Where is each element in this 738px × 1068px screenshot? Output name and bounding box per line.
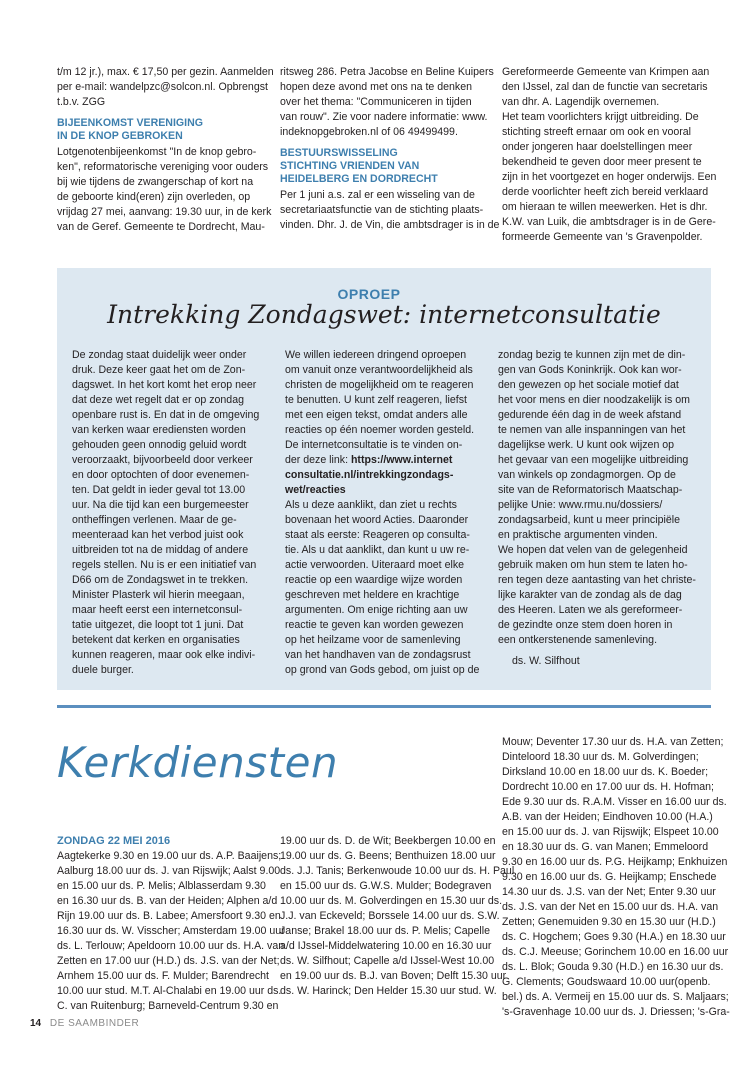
date-heading: ZONDAG 22 MEI 2016	[57, 835, 171, 847]
col2-body-text: Per 1 juni a.s. zal er een wisseling van de secretariaatsfunctie van de stichting plaats- vinden. Dhr. J. de Vin, die ambtsdrager is in de	[280, 189, 500, 231]
heading-bijeenkomst: BIJEENKOMST VERENIGING IN DE KNOP GEBROKEN	[57, 117, 203, 142]
page-footer	[30, 1018, 139, 1029]
section-divider	[57, 705, 711, 708]
publication-name: DE SAAMBINDER	[49, 1018, 140, 1029]
oproep-title: Intrekking Zondagswet: internetconsultatie	[107, 300, 661, 329]
kerkdiensten-column-1: ZONDAG 22 MEI 2016 Aagtekerke 9.30 en 19.00 uur ds. A.P. Baaijens; Aalburg 18.00 uur ds. J. van Rijswijk; Aalst 9.00 en 15.00 uur ds. P. Melis; Alblasserdam 9.30 en 16.30 uur ds. B. van der Heiden; Alphen a/d Rijn 19.00 uur ds. B. Labee; Amersfoort 9.30 en 16.30 uur ds. W. Visscher; Amsterdam 19.00 uur ds. L. Terlouw; Apeldoorn 10.00 uur ds. H.A. van Zetten en 17.00 uur (H.D.) ds. J.S. van der Net; Arnhem 15.00 uur ds. F. Mulder; Barendrecht 10.00 uur stud. M.T. Al-Chalabi en 19.00 uur ds. C. van Ruitenburg; Barneveld-Centrum 9.30 en	[57, 835, 285, 1012]
signature: ds. W. Silfhout	[512, 655, 580, 667]
oproep-column-2: We willen iedereen dringend oproepen om vanuit onze verantwoordelijkheid als christen de mogelijkheid om te reageren te benutten. U kunt zelf reageren, liefst met een eigen tekst, omdat anders alle reacties op één noemer worden gesteld. De internetconsultatie is te vinden on- der deze link: https://www.internet consultatie.nl/intrekkingzondags- wet/reacties Als u deze aanklikt, dan ziet u rechts bovenaan het woord Acties. Daaronder staat als eerste: Reageren op consulta- tie. Als u dat aanklikt, dan kunt u uw re- actie verwoorden. Uiteraard moet elke reactie op een waardige wijze worden geschreven met heldere en krachtige argumenten. Om enige richting aan uw reactie te geven kan worden gewezen op het heilzame voor de samenleving van het handhaven van de zondagsrust op grond van Gods gebod, om juist op de	[285, 348, 490, 678]
top-column-1	[57, 65, 274, 235]
consultation-link-end[interactable]: wet/reacties	[285, 484, 346, 496]
top-column-3: Gereformeerde Gemeente van Krimpen aan den IJssel, zal dan de functie van secretaris van dhr. A. Lagendijk overnemen. Het team voorlichters krijgt uitbreiding. De stichting streeft ernaar om ook en vooral onder jongeren haar doelstellingen meer bekendheid te geven door meer present te zijn in het voortgezet en hoger onderwijs. Een derde voorlichter heeft zich bereid verklaard om hieraan te willen meewerken. Het is dhr. K.W. van Luik, die ambtsdrager is in de Gere- formeerde Gemeente van 's Gravenpolder.	[502, 66, 717, 243]
kerkdiensten-title: Kerkdiensten	[57, 738, 339, 787]
kerkdiensten-column-3: Mouw; Deventer 17.30 uur ds. H.A. van Zetten; Dinteloord 18.30 uur ds. M. Golverdingen; Dirksland 10.00 en 18.00 uur ds. K. Boeder; Dordrecht 10.00 en 17.00 uur ds. H. Hofman; Ede 9.30 uur ds. R.A.M. Visser en 16.00 uur ds. A.B. van der Heiden; Eindhoven 10.00 (H.A.) en 15.00 uur ds. J. van Rijswijk; Elspeet 10.00 en 18.30 uur ds. G. van Manen; Emmeloord 9.30 en 16.00 uur ds. P.G. Heijkamp; Enkhuizen 9.30 en 16.00 uur ds. G. Heijkamp; Enschede 14.30 uur ds. J.S. van der Net; Enter 9.30 uur ds. J.S. van der Net en 15.00 uur ds. H.A. van Zetten; Genemuiden 9.30 en 15.30 uur (H.D.) ds. C. Hogchem; Goes 9.30 (H.A.) en 18.30 uur ds. C.J. Meeuse; Gorinchem 10.00 en 16.00 uur ds. L. Blok; Gouda 9.30 (H.D.) en 16.30 uur ds. G. Clements; Goudswaard 10.00 uur(openb. bel.) ds. A. Vermeij en 15.00 uur ds. S. Maljaars; 's-Gravenhage 10.00 uur ds. J. Driessen; 's-Gra-	[502, 736, 730, 1018]
oproep-column-1: De zondag staat duidelijk weer onder druk. Deze keer gaat het om de Zon- dagswet. In het kort komt het erop neer dat deze wet regelt dat er op zondag openbare rust is. En dat in de omgeving van kerken waar erediensten worden gehouden geen onnodig geluid wordt veroorzaakt, bijvoorbeeld door verkeer en door optochten of door evenemen- ten. Dat geldt in ieder geval tot 13.00 uur. Na die tijd kan een burgemeester ontheffingen verlenen. Maar de ge- meenteraad kan het verbod juist ook uitbreiden tot na de middag of andere regels stellen. Nu is er een initiatief van D66 om de Zondagswet in te trekken. Minister Plasterk wil hierin meegaan, maar heeft eerst een internetconsul- tatie uitgezet, die loopt tot 1 juni. Dat betekent dat kerken en organisaties kunnen reageren, maar ook elke indivi- duele burger.	[72, 349, 260, 676]
kerkdiensten-column-2: 19.00 uur ds. D. de Wit; Beekbergen 10.00 en 19.00 uur ds. G. Beens; Benthuizen 18.00 uur ds. J.J. Tanis; Berkenwoude 10.00 uur ds. H. Paul en 15.00 uur ds. G.W.S. Mulder; Bodegraven 10.00 uur ds. M. Golverdingen en 15.30 uur ds. J.J. van Eckeveld; Borssele 14.00 uur ds. S.W. Janse; Brakel 18.00 uur ds. P. Melis; Capelle a/d IJssel-Middelwatering 10.00 en 16.30 uur ds. W. Silfhout; Capelle a/d IJssel-West 10.00 en 19.00 uur ds. B.J. van Boven; Delft 15.30 uur ds. W. Harinck; Den Helder 15.30 uur stud. W.	[280, 835, 515, 997]
heading-bestuurswisseling: BESTUURSWISSELING STICHTING VRIENDEN VAN HEIDELBERG EN DORDRECHT	[280, 147, 438, 185]
col1-body-text: Lotgenotenbijeenkomst "In de knop gebro- ken", reformatorische vereniging voor ouders bij wie tijdens de zwangerschap of kort na de geboorte kind(eren) zijn overleden, op vrijdag 27 mei, aanvang: 19.30 uur, in de kerk van de Geref. Gemeente te Dordrecht, Mau-	[57, 146, 272, 233]
oproep-column-3: zondag bezig te kunnen zijn met de din- gen van Gods Koninkrijk. Ook kan wor- den gewezen op het sociale motief dat het voor mens en dier noodzakelijk is om gedurende één dag in de week afstand te nemen van alle inspanningen van het dagelijkse werk. U kunt ook wijzen op het gevaar van een mogelijke uitbreiding van winkels op zondagmorgen. Op de site van de Reformatorisch Maatschap- pelijke Unie: www.rmu.nu/dossiers/ zondagsarbeid, kunt u meer principiële en praktische argumenten vinden. We hopen dat velen van de gelegenheid gebruik maken om hun stem te laten ho- ren tegen deze aantasting van het christe- lijke karakter van de zondag als de dag des Heeren. Laten we als gereformeer- de gezindte onze stem doen horen in een ontkerstenende samenleving. ds. W. Silfhout	[498, 348, 708, 669]
col2-intro-text: ritsweg 286. Petra Jacobse en Beline Kuipers hopen deze avond met ons na te denken over het thema: "Communiceren in tijden van rouw". Zie voor nadere informatie: www. indeknopgebroken.nl of 06 49499499.	[280, 66, 494, 138]
top-column-2	[280, 65, 500, 233]
consultation-link-cont[interactable]: consultatie.nl/intrekkingzondags-	[285, 469, 454, 481]
oproep-kicker: OPROEP	[337, 286, 401, 302]
col1-intro-text: t/m 12 jr.), max. € 17,50 per gezin. Aanmelden per e-mail: wandelpzc@solcon.nl. Opbrengst t.b.v. ZGG	[57, 66, 274, 108]
consultation-link[interactable]: https://www.internet	[350, 454, 453, 466]
page-number: 14	[30, 1018, 42, 1029]
